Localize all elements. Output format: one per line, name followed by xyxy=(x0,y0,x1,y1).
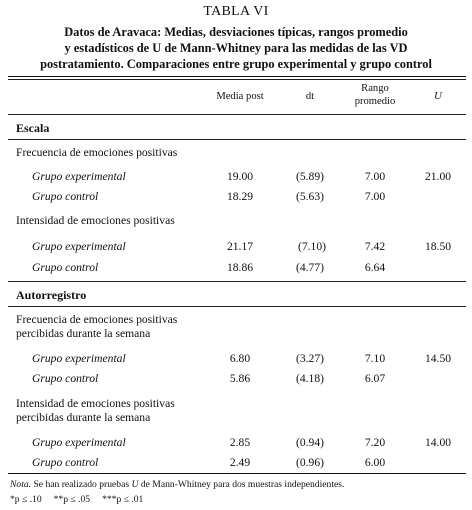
cell-dt: (3.27) xyxy=(295,352,324,365)
table-bottom-rule xyxy=(8,473,466,474)
table-note xyxy=(10,479,344,490)
cell-media: 21.17 xyxy=(226,240,254,253)
table-title-line-2: y estadísticos de U de Mann-Whitney para las medidas de las VD xyxy=(64,41,408,55)
cell-dt: (4.18) xyxy=(295,372,324,385)
table-row-group: Grupo experimental xyxy=(32,170,126,183)
section-autorregistro: Autorregistro xyxy=(16,288,87,302)
cell-media: 5.86 xyxy=(229,372,251,385)
cell-rango: 7.42 xyxy=(364,240,386,253)
table-row-group: Grupo control xyxy=(32,372,99,385)
table-row-group: Grupo control xyxy=(32,261,99,274)
cell-dt: (0.96) xyxy=(295,456,324,469)
header-promedio: promedio xyxy=(354,96,396,107)
measure-label: Intensidad de emociones positivas xyxy=(16,397,175,410)
cell-dt: (7.10) xyxy=(297,240,326,253)
cell-dt: (5.89) xyxy=(295,170,324,183)
cell-rango: 6.00 xyxy=(364,456,386,469)
cell-rango: 7.00 xyxy=(364,190,386,203)
measure-label-line-2: percibidas durante la semana xyxy=(16,327,151,340)
cell-dt: (4.77) xyxy=(295,261,324,274)
section-autorregistro-rule xyxy=(8,306,466,307)
cell-u: 14.00 xyxy=(424,436,452,449)
header-media-post: Media post xyxy=(216,91,264,102)
table-row-group: Grupo control xyxy=(32,456,99,469)
table-label: TABLA VI xyxy=(203,4,269,19)
note-label: Nota. xyxy=(10,479,32,490)
measure-label: Frecuencia de emociones positivas xyxy=(16,146,178,159)
cell-u: 18.50 xyxy=(424,240,452,253)
table-title-line-1: Datos de Aravaca: Medias, desviaciones típicas, rangos promedio xyxy=(64,25,408,39)
measure-label-line-2: percibidas durante la semana xyxy=(16,411,151,424)
cell-dt: (5.63) xyxy=(295,190,324,203)
section-escala-rule xyxy=(8,139,466,140)
table-title-line-3: postratamiento. Comparaciones entre grupo experimental y grupo control xyxy=(40,57,432,71)
note-text-before: Se han realizado pruebas xyxy=(31,479,132,490)
table-row-group: Grupo experimental xyxy=(32,240,126,253)
measure-label: Frecuencia de emociones positivas xyxy=(16,313,178,326)
header-dt: dt xyxy=(305,91,315,102)
significance-note: *p ≤ .10 **p ≤ .05 ***p ≤ .01 xyxy=(10,494,144,505)
cell-rango: 7.00 xyxy=(364,170,386,183)
cell-dt: (0.94) xyxy=(295,436,324,449)
section-escala: Escala xyxy=(16,121,50,135)
table-top-rule xyxy=(8,76,466,77)
table-row-group: Grupo control xyxy=(32,190,99,203)
cell-media: 18.86 xyxy=(226,261,254,274)
header-rango: Rango xyxy=(361,83,389,94)
cell-u: 21.00 xyxy=(424,170,452,183)
header-u: U xyxy=(434,91,442,102)
table-row-group: Grupo experimental xyxy=(32,436,126,449)
note-text-italic: U xyxy=(131,479,139,490)
cell-media: 19.00 xyxy=(226,170,254,183)
table-row-group: Grupo experimental xyxy=(32,352,126,365)
cell-rango: 7.20 xyxy=(364,436,386,449)
measure-label: Intensidad de emociones positivas xyxy=(16,214,175,227)
note-text-after: de Mann-Whitney para dos muestras independientes. xyxy=(138,479,345,490)
cell-rango: 6.64 xyxy=(364,261,386,274)
section-divider-rule xyxy=(8,281,466,282)
cell-media: 18.29 xyxy=(226,190,254,203)
cell-rango: 6.07 xyxy=(364,372,386,385)
cell-media: 2.85 xyxy=(229,436,251,449)
table-top-rule-inner xyxy=(8,79,466,80)
cell-u: 14.50 xyxy=(424,352,452,365)
cell-rango: 7.10 xyxy=(364,352,386,365)
cell-media: 6.80 xyxy=(229,352,251,365)
cell-media: 2.49 xyxy=(229,456,251,469)
header-rule xyxy=(8,114,466,115)
